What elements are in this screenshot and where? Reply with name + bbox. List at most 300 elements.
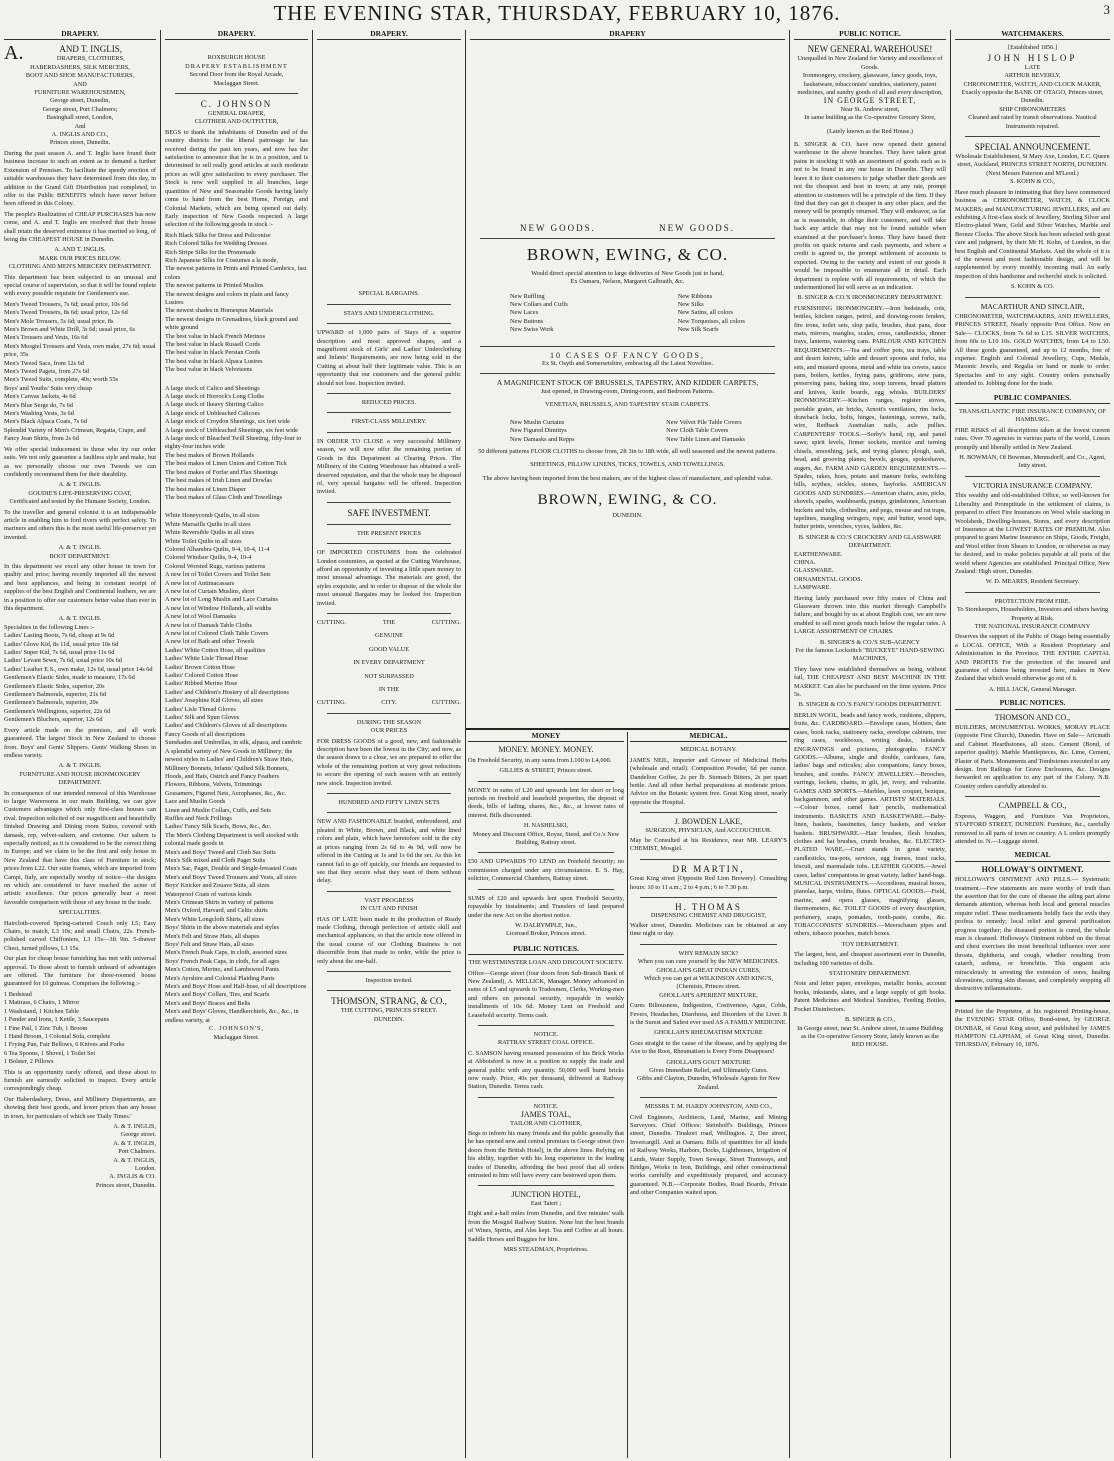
subheading: Specialties in the following Lines :- <box>4 623 95 631</box>
section-heading: FURNITURE AND HOUSE IRONMONGERY DEPARTMENT. <box>19 770 141 787</box>
paragraph: BERLIN WOOL, beads and fancy work, cushions, slippers, fruits, &c. CARDBOARD.—Envelope cases, blotters, date cases, book racks, stationery racks, envelope cabinets, tree ring cases, workboxes, writing desks, inkstands. ENGRAVINGS and pictures, photographs. FANCY GOODS.—Albums, single and double, cardcases, fans, ladies' bags and reticules; also companions, fancy boxes, brushes, and combs. FANCY JEWELLERY.—Brooches, earrings, lockets, chains, in gilt, jet, ivory, and vulcanite. GAMES AND SPORTS.—Marbles, lawn croquet, bezique, backgammon, and other games. ARTISTS' MATERIALS.—Colour boxes, camel hair pencils, mathematical instruments. BASKETS AND BASKETWARE.—Baby-linen, baskets, bassinettes, fancy baskets, and wicker baskets. BRUSHWARE.—Hair brushes, flesh brushes, clothes and hat brushes, crumb brushes, &c. ELECTRO-PLATED WARE.—Cruet stands in great variety, candlesticks, tea-pots, services, egg frames, toast racks, biscuit, and marmalade tubs. LEATHER GOODS.—Jewel cases, ladies' companions in great variety, ladies' hand-bags. MUSICAL INSTRUMENTS.—Accordions, musical boxes, pianolas, harps, violins, flutes. OPTICAL GOODS.—Field, marine, and opera glasses, magnifying glasses, thermometers, &c. TOILET GOODS of every description, perfumery, soaps, pomades, tooth-paste, combs, &c. TOBACCONISTS' SUNDRIES.—Meerschaum pipes and others, tobacco pouches, match boxes. <box>794 711 946 938</box>
carpets: A MAGNIFICENT STOCK OF BRUSSELS, TAPESTRY, AND KIDDER CARPETS, <box>496 378 759 388</box>
paragraph: This is an opportunity rarely offered, and those about to furnish are earnestly solicited to inspect. Every article correspondingly cheap. <box>4 1068 156 1093</box>
goods-item: New Damasks and Repps <box>510 435 575 443</box>
list-item: Rich Stripe Silks for the Promenade <box>165 248 256 256</box>
firm-name: THOMSON AND CO., <box>994 712 1071 722</box>
signature-line: A. & T. INGLIS, <box>113 1122 156 1130</box>
list-item: 1 Washstand, 1 Kitchen Table <box>4 1007 79 1015</box>
section-heading: SPECIALITIES. <box>58 909 102 917</box>
list-item: A large stock of Unbleached Calicoes <box>165 409 260 417</box>
price-item: Ladies' Glove Kid, 8s 11d, usual price 10s 6d <box>4 640 119 648</box>
paragraph: Deserves the support of the Public of Otago being essentially a LOCAL OFFICE, With a Resident Proprietary and Administration in the Province. THE ENTIRE CAPITAL AND PROFITS For the protection of the insured and guarantee of claims being invested here, makes in New Zealand that which would otherwise go out of it. <box>955 633 1110 683</box>
price-item: Boys' and Youths' Suits very cheap <box>4 384 92 392</box>
price-list <box>4 301 156 444</box>
price-item: Men's Washing Vests, 3s 6d <box>4 410 74 418</box>
list-item: 1 Frying Pan, Fair Bellows, 6 Knives and Forks <box>4 1041 125 1049</box>
price-item: Men's Tweed Trousers, 8s 6d; usual price, 12s 6d <box>4 309 128 317</box>
paragraph: Civil Engineers, Architects, Land, Marine, and Mining Surveyors. Chief Offices: Steinhoff's Buildings, Princes street, Dunedin. Tinakori road, Wellington. 2, Dee street, Invercargill. And at Oamaru. Bills of quantities for all kinds of Railway Works, Harbors, Docks, Lighthouses, Irrigation of Lands, Water Supply, Town Sewage, Street Tramways, and Bridges, Works in Iron, Buildings, and other constructional works carefully and expeditiously prepared, and accuracy guaranteed. N.B.—Corporate Bodies, Road Boards, Private and other Companies waited upon. <box>630 1113 787 1197</box>
price-item: Men's Brown and White Drill, 3s 6d; usual price, 6s <box>4 326 135 333</box>
paragraph: SUMS of £20 and upwards lent upon Freehold Security, repayable by instalments; and Transfers of land prepared under the new Act on the shortest notice. <box>468 894 624 919</box>
address: Money and Discount Office, Royse, Steed, and Co.'s New Building, Rattray street. <box>472 830 620 847</box>
section-heading: THE PRESENT PRICES <box>357 529 421 537</box>
section-heading: STAYS AND UNDERCLOTHING. <box>343 309 435 317</box>
paragraph: Begs to inform his many friends and the public generally that he has opened new and central premises in George street (two doors from the British Hotel), in the above lines. Relying on his ability, together with his long experience in the leading trades of Dunedin, affording the best proof that all orders entrusted to him will have every care bestowed upon them. <box>468 1130 624 1180</box>
paragraph: BUILDERS, MONUMENTAL WORKS, MORAY PLACE (opposite First Church), Dunedin. Have on Sale— Aricinath and Cabinet Hearthstones, all sizes. Cement (Bond, of superior quality). Marble Mantlepieces, &c. Lime, Cement, Plaster of Paris. Monuments and Tombstones executed to any design. Iron Railings for Grave Enclosures, &c. Designs forwarded on application to any part of the Colony. N.B. Country orders carefully attended to. <box>955 724 1110 790</box>
section-heading: REDUCED PRICES. <box>361 399 417 407</box>
signature: A. & T. INGLIS. <box>58 615 102 623</box>
description-line: FURNITURE WAREHOUSEMEN, <box>34 89 126 97</box>
price-item: Men's Blue Serge do, 7s 6d <box>4 401 73 409</box>
list-item: 1 Mattrass, 6 Chairs, 1 Mirror <box>4 999 80 1007</box>
imprint: Printed for the Proprietor, at his registered Printing-house, the EVENING STAR Office, Bond-street, by GEORGE DUNBAR, of Great King street, and published by JAMES HAMPTON CLAPHAM, of Great King street, Dunedin. THURSDAY, February 10, 1876. <box>955 1007 1110 1049</box>
list-item: The newest shades in Homespun Materials <box>165 307 273 315</box>
column-heading: DRAPERY. <box>165 30 308 40</box>
list-item: Colored Windsor Quilts, 9-4, 10-4 <box>165 554 252 562</box>
section-heading: DR MARTIN, <box>672 863 745 874</box>
paragraph: This wealthy and old-established Office, so well-known for Liberality and Promptitude in the settlement of claims, is prepared to effect Fire Insurances on Wool while stacking in Woolsheds, Dwelling-houses, Stores, and every description of Insurance at the LOWEST RATES OF PREMIUM. Also prepared to grant Marine Insurance on Ships, Goods, Freight, and Wool either from Shears to London, or otherwise as may be desired, and to make policies payable at all ports of the world where Agencies are established. Principal Office, New Zealand: High street, Dunedin. <box>955 492 1110 575</box>
firm-name: BROWN, EWING, & CO. <box>537 492 718 509</box>
list-item: The best makes of Linen Diaper <box>165 485 246 493</box>
paragraph: Our Haberdashery, Dress, and Millinery Departments, are showing their best goods, and lower prices than any house in town, for particulars of which see 'Daily Times.' <box>4 1095 156 1120</box>
list-item: The newest designs in Grenadines, black ground and white ground <box>165 315 298 332</box>
list-item: 1 Fine Pail, 1 Zinc Tub, 1 Broom <box>4 1024 88 1032</box>
firm-description <box>4 55 156 97</box>
firm-name: A. AND T. INGLIS, <box>4 42 123 65</box>
address-line: A. INGLIS AND CO., <box>51 131 109 139</box>
list-item: Ruffles and Neck Frillings <box>165 814 232 822</box>
list-item: The best makes of Forfar and Flax Sheetings <box>165 468 278 476</box>
paragraph: HOLLOWAY'S OINTMENT AND PILLS.— Systematic treatment.—Few statements are more worthy of truth than the assertion that for the cure of disease the ailing part alone demands attention, whereas both local and general muscles require relief. These medicaments boldly face the evils they profess to remedy; local relief and general purification progress together; the diseased portion is cured, the whole man is cleansed. Holloway's Ointment rubbed on the throat and chest exercises the most beneficial influence over sore throats, diphtheria, and cough, whether resulting from catarrh, asthma, or bronchitis. This unguent acts miraculously in arresting the extension of sores, healing ulcerations, curing skin disease, and completely stopping all destructive inflammations. <box>955 876 1110 993</box>
section-heading: SPECIAL ANNOUNCEMENT. <box>974 142 1091 153</box>
paragraph: B. SINGER & CO. have now opened their general warehouse in the above branches. They have taken great pains in stocking it with an assortment of goods such as is not to be found in any one house in Dunedin. They will leave it to their customers to judge whether their goods are not the cheapest and best in town; at any rate, prompt attention to customers will be a principle of the firm. If they find that they can get it cheaper in any other place, and the money will be promptly returned. They will endeavor, as far as is reasonable, to oblige their customers, and will take back any article that may not be found suitable when examined at the purchaser's home. They have based their profits on quick returns and cash payments, and where a credit is agreed to, the prompt settlement of accounts is expected. Owing to the variety and extent of our goods it would be impossible to enumerate all in detail. Each department is replete with all requirements, of which the undermentioned list will serve as an indication. <box>794 141 946 291</box>
paragraph: MONEY in sums of L20 and upwards lent for short or long periods on freehold and leasehold properties, the deposit of deeds, bills of lading, shares, &c., &c., at lowest rates of interest. Bills discounted. <box>468 786 624 819</box>
list-item: Men's and Boys' Collars, Ties, and Scarfs <box>165 991 270 999</box>
section-heading: WHY REMAIN SICK? <box>678 949 739 957</box>
column-heading: DRAPERY. <box>317 30 461 40</box>
floor-cloths: 50 different patterns FLOOR CLOTHS to choose from, 2ft 3in to 18ft wide, all well seasoned and the newest patterns. <box>478 447 777 455</box>
price-item: Ladies' Leather E.S., own make, 12s 6d, usual price 14s 6d <box>4 665 153 673</box>
list-item: A large stock of Croydon Sheetings, six feet wide <box>165 418 290 426</box>
paragraph: To Storekeepers, Householders, Investors and others having Property at Risk. <box>957 606 1108 622</box>
paragraph: In consequence of our intended removal of this Warehouse to larger Warerooms in our main Building, we can give Customers advantages which only first-class houses can rival. Inspection solicited of our magnificent and beautifully finished Drawing and Dining room Suites, covered with damask, rep, velvet-saltern, and cretonne. Our saltern is especially noticed, as it is considered to be the correct thing in Europe; and we claim to be the first and only house in New Zealand that have this class of Furniture in stock; prices from L22. Our suite frames, which are imported from Campi, Italy, are especially worthy of notice—the designs on which are considered to have reached the acme of artistic excellence. Our prices generally bear a most favorable comparison with those of any house in the trade. <box>4 789 156 906</box>
list-item: The best makes of Brown Hollands <box>165 451 255 459</box>
paragraph: Our plan for cheap house furnishing has met with universal approval. To those about to furnish unheard of advantages are offered. The furniture for three-roomed house guaranteed for 10 guineas. Comprises the following :- <box>4 955 156 988</box>
paragraph: Eight and a-half miles from Dunedin, and five minutes' walk from the Mosgiel Railway Station. None but the best brands of Wines, Spirits, and Ales kept. Tea and Coffee at all hours. Saddle Horses and Buggies for hire. <box>468 1210 624 1243</box>
goods-item: New Ruffling <box>510 292 545 300</box>
column-brown-ewing <box>466 30 789 730</box>
section-heading: HUNDRED AND FIFTY LINEN SETS <box>338 799 440 807</box>
goods-columns <box>470 287 785 341</box>
paragraph: Great King street [Opposite Red Lion Brewery]. Consulting hours: 10 to 11 a.m.; 2 to 4 p.m.; 6 to 7.30 p.m. <box>630 875 787 891</box>
price-item: Ladies' Lasting Boots, 7s 6d, cheap at 9s 6d <box>4 632 115 640</box>
price-item: Gentlemen's Balmorals, superior, 21s 6d <box>4 691 106 699</box>
list-item: Men's Ayrshire and Colonial Plaiding Pants <box>165 974 275 982</box>
list-item: A large stock of Ikeavy Shirting Calico <box>165 401 264 409</box>
list-item: Colored Alhambra Quilts, 9-4, 10-4, 11-4 <box>165 545 270 553</box>
inspection: Inspection invited. <box>365 976 413 984</box>
address-line: Basinghall street, London, <box>46 114 114 122</box>
signature-line: A. INGLIS & CO. <box>109 1173 156 1181</box>
address: Exactly opposite the BANK OF OTAGO, Princes street, Dunedin. <box>961 89 1104 105</box>
paragraph: In this department we excel any other house in town for quality and price; having recently imported all the newest and best appliances, and being in constant receipt of supplies of the best English and Continental leathers, we are in a position to offer our customers better value than ever in this department. <box>4 562 156 612</box>
list-item: A large stock of Bleached Twill Sheeting, fifty-four to eighty-four inches wide <box>165 435 302 451</box>
paragraph: Every article made on the premises, and all work guaranteed. The largest Stock in New Zealand to choose from. Boys' and Gents' Slippers. Gents' Walking Shoes in endless variety. <box>4 726 156 759</box>
column-money <box>468 732 624 1458</box>
section-heading: THE WESTMINSTER LOAN AND DISCOUNT SOCIETY. <box>468 959 624 967</box>
list-item: ORNAMENTAL GOODS. <box>794 575 863 583</box>
subheading: East Taieri ; <box>530 1199 562 1207</box>
section-heading: GHOLLAH'S RHEUMATISM MIXTURE <box>654 1029 763 1037</box>
price-item: Gentlemen's Elastic Sides, superior, 20s <box>4 682 105 690</box>
signature: W. D. MEARES, Resident Secretary. <box>985 578 1080 586</box>
list-item: Ladies' Josephine Kid Gloves, all sizes <box>165 697 264 705</box>
signature: A. & T. INGLIS. <box>58 481 102 489</box>
description-line: AND <box>73 80 87 88</box>
paragraph: FURNISHING IRONMONGERY.—Iron bedsteads, cots, bottles, kitchen ranges, petrol, and drawing-room fenders, fire irons, toilet sets, slop pails, brushes, dust pans, door mats, mirrors, mangles, scales, cross, candlesticks, dinner trays, lanterns, watering cans. PARLOUR AND KITCHEN REQUIREMENTS.—Tea and coffee pots, tea trays, table and desert knives, table and dessert spoons and forks, tea sets, and mustard spoons, metal and white tea covers, sauce pans, boilers, kettles, frying pans, gridirons, stew pans, preserving pans, baking tins, soup tureens, bread platters and knives, knife boards, egg whisks. BUILDERS' IRONMONGERY.—Kitchen ranges, register stoves, portable grates, air bricks, Arnott's ventilators, rim locks, drawback locks, bolts, hinges, fastenings, screws, nails, wire, Redback Australian nails, axle pullies. CARPENTERS' TOOLS.—Sorby's hand, rip, and panel saws; spirit levels, firmer sockets, mortice and turning chisels, smoothing, jack, and trying planes; plough, sash, bead, and grooving planes; bevels, gouges, spokeshaves, augers, &c. FARM AND GARDEN REQUIREMENTS.—Spades, rakes, hoes, potato and manure forks, switching bills, scythes, sickles, stones, hayforks. AMERICAN GOODS AND SUNDRIES.—American chairs, axes, picks, shovels, spades, washboards, pumps, grindstones, American buckets and tubs, clothesline, and pegs, mouse and rat traps, tapelines, mangling wringers, rope, and butter, wood taps, butter prints, wrenches, vyces, ladders, &c. <box>794 304 946 531</box>
list-item: Men's and Boys' Gloves, Handkerchiefs, &c., &c., in endless variety, at <box>165 1008 299 1024</box>
sheetings: SHEETINGS, PILLOW LINENS, TICKS, TOWELS, AND TOWELLINGS. <box>530 461 725 469</box>
every-department: IN EVERY DEPARTMENT <box>353 659 425 667</box>
paragraph: £50 AND UPWARDS TO LEND on Freehold Security; no commission charged under any circumstances. E. S. Hay, solicitor, Commercial Chambers, Rattray street. <box>468 858 624 883</box>
address: Licensed Broker, Princes street. <box>505 930 586 938</box>
list-item: The best value in black Velveteens <box>165 366 253 374</box>
signature: C. JOHNSON'S, <box>208 1025 265 1033</box>
location: Second Door from the Royal Arcade, <box>189 71 284 79</box>
price-item: Men's Trousers and Vests, 16s 6d <box>4 334 88 342</box>
section-heading: MONEY. MONEY. MONEY. <box>498 745 594 755</box>
list-item: Ladies' Lisle Thread Gloves <box>165 705 236 713</box>
paragraph: Wholesale Establishment, St Mary Axe, London, E.C. Queen street, Auckland, PRINCES STREET NORTH, DUNEDIN. (Next Messrs Paterson and M'Leod.) <box>955 153 1110 177</box>
section-heading: B. SINGER & CO.'S FANCY GOODS DEPARTMENT. <box>798 701 942 709</box>
section-heading: CLOTHING AND MEN'S MERCERY DEPARTMENT. <box>8 263 152 271</box>
paragraph: This department has been subjected to an unusual and special course of supervision, so that it will be found replete with every possible requisite for Gentlemen's use. <box>4 273 156 298</box>
street: Near St. Andrew street, <box>840 105 900 113</box>
list-item: Men's Sac, Paget, Double and Single-breasted Coats <box>165 865 297 873</box>
column-johnson <box>161 30 312 1458</box>
section-heading: GOUDIE'S LIFE-PRESERVING COAT, <box>28 489 132 497</box>
establishment: DRAPERY ESTABLISHMENT <box>185 62 288 70</box>
price-item: Men's Black Alpaca Coats, 7s 6d <box>4 418 87 426</box>
paragraph: Cures Biliousness, Indigestion, Costiveness, Ague, Colds, Fevers, Headaches, Diarrhoea, and Disorders of the Liver. It is the Surest and Safest ever used AS A FAMILY MEDICINE. <box>630 1002 787 1026</box>
subheading: Certificated and tested by the Humane Society, London. <box>9 498 151 506</box>
goods-item: New Silks <box>677 301 704 309</box>
cases: 10 CASES OF FANCY GOODS, <box>550 350 705 360</box>
list-item: Men's Oxford, Harvard, and Celtic shirts <box>165 907 268 915</box>
firm-name: S. KOHN & CO., <box>1010 178 1055 186</box>
list-item: Men's French Peak Caps, in cloth, assorted sizes <box>165 949 287 957</box>
list-item: Men's and Boys' Tweed and Cloth Sac Suits <box>165 848 276 856</box>
list-item: GLASSWARE. <box>794 567 834 575</box>
column-medical <box>630 732 787 1458</box>
signature-line: A. & T. INGLIS, <box>113 1139 156 1147</box>
address-line: George street, Dunedin, <box>49 97 111 105</box>
list-item: 6 Tea Spoons, 1 Shovel, 1 Toilet Set <box>4 1049 96 1057</box>
section-heading: RATTRAY STREET COAL OFFICE. <box>497 1039 595 1047</box>
paragraph: The people's Realization of CHEAP PURCHASES has now come, and A. and T. Inglis are resolved that their house shall retain the deserved eminence it has merited so long, of being the CHEAPEST HOUSE in Dunedin. <box>4 210 156 243</box>
section-heading: DURING THE SEASON <box>356 718 422 726</box>
goods-item: New Table Linen and Damasks <box>666 435 745 443</box>
firm-name: CAMPBELL & CO., <box>998 801 1067 811</box>
description-line: HABERDASHERS, SILK MERCERS, <box>30 63 130 71</box>
list-item: White Honeycomb Quilts, in all sizes <box>165 512 260 520</box>
list-item: A new lot of Window Hollands, all widths <box>165 604 272 612</box>
list-item: Rich Japanese Silks for Costumes a la mode, <box>165 256 278 264</box>
goods-item: New Figured Dimittys <box>510 427 567 435</box>
cases-sub: Ex St. Osyth and Somersetshire, embracing all the Latest Novelties. <box>541 360 714 368</box>
goods-item: New Swiss Work <box>510 326 554 334</box>
paragraph: C. SAMSON having resumed possession of his Brick Works at Abbotsford is now in a position to supply the trade and general public with any quantity. 50,000 well burnt bricks now ready. Price, 40s per thousand, delivered at Railway Station, Dunedin. Terms cash. <box>468 1049 624 1091</box>
city-row: CUTTING. CITY. CUTTING. <box>317 699 461 707</box>
paragraph: CHRONOMETER, WATCHMAKERS, AND JEWELLERS, PRINCES STREET, Nearly opposite Post Office. Now on Sale— CLOCKS, from 7s 6d to L15. SILVER WATCHES, from 60s to L10 10s. GOLD WATCHES, from L4 to L50. All these goods guaranteed, and up to 12 months, free of expense. English and Colonial Jewellery, Cups, Medals, Masonic Jewels, and Regalia on hand or made to order. Spectacles and to any sight. Country orders punctually attended to. Jobbing done for the trade. <box>955 312 1110 388</box>
column-heading: DRAPERY <box>470 30 785 40</box>
goods-list <box>165 385 308 503</box>
drop-cap: A. <box>4 42 24 65</box>
street: THE CUTTING, PRINCES STREET. <box>340 1007 438 1015</box>
section-heading: GHOLLAH'S APERIENT MIXTURE, <box>659 991 758 999</box>
list-item: The newest designs and colors in plain and fancy Lustres <box>165 290 289 306</box>
list-item: A new lot of Colored Cloth Table Covers <box>165 630 269 637</box>
town: DUNEDIN. <box>373 1015 405 1023</box>
subheading: For the famous Lockstitch "BUCKEYE" HAND-SEWING MACHINES, <box>795 647 945 663</box>
subheading: TAILOR AND CLOTHIER, <box>510 1119 582 1127</box>
section-heading: PROTECTION FROM FIRE. <box>994 597 1071 605</box>
list-item: A large stock of Horrock's Long Cloths <box>165 393 264 401</box>
not-surpassed: NOT SURPASSED <box>364 672 414 680</box>
list-item: Men's and Boys' Braces and Belts <box>165 999 251 1007</box>
signature: H. NASHELSKI, <box>523 822 569 830</box>
signature: GILLIES & STREET, Princes street. <box>499 767 593 775</box>
column-heading: PUBLIC COMPANIES. <box>955 394 1110 404</box>
list-item: Boys' Knicker and Zouave Suits, all sizes <box>165 882 270 890</box>
price-item: Men's Tweed Trousers, 7s 6d; usual price, 10s 6d <box>4 300 128 308</box>
list-item: The best value in black French Merinos <box>165 332 266 340</box>
furniture-list <box>4 991 156 1067</box>
paragraph: We offer special inducement to those who try our order suits. We not only guarantee a faultless style and make, but as we personally choose our own Tweeds we can confidently recommend them for their durability. <box>4 445 156 478</box>
section-heading: VICTORIA INSURANCE COMPANY. <box>972 480 1093 490</box>
column-heading: DRAPERY. <box>4 30 156 40</box>
title: CLOTHIER AND OUTFITTER, <box>194 118 279 126</box>
address: In George street, near St. Andrew street, in same Building as the Co-operative Grocery Store, lately known as the RED HOUSE. <box>797 1024 943 1049</box>
price-item: Men's Tweed Suits, complete, 40s; worth 55s <box>4 376 118 384</box>
list-item: Ladies' Silk and Spun Gloves <box>165 714 240 722</box>
goods-item: New Velvet Pile Table Covers <box>666 418 742 426</box>
paragraph: Ironmongery, crockery, glassware, fancy goods, toys, basketware, tobacconists' sundries, stationery, patent medicines, and sundry goods of all and every description, <box>797 72 943 97</box>
price-item: Gentlemen's Wellingtons, superior, 22s 6d <box>4 707 111 715</box>
good-value: GOOD VALUE <box>368 645 410 653</box>
paragraph: The largest, best, and cheapest assortment ever in Dunedin, including 100 varieties of dolls. <box>794 951 946 967</box>
paragraph: May be Consulted at his Residence, near MR. LEARY'S CHEMIST, Mosgiel. <box>630 837 787 853</box>
late: LATE <box>1024 63 1041 71</box>
section-heading: HOLLOWAY'S OINTMENT. <box>981 864 1084 874</box>
paragraph: Having lately purchased over fifty crates of China and Glassware thrown into this market through Campbell's failure, and bought by us at about English cost, we are now enabled to sell most goods much below the regular rates. A LARGE ASSORTMENT OF CHAIRS. <box>794 594 946 636</box>
column-rule <box>627 732 628 1458</box>
section-heading: STATIONERY DEPARTMENT. <box>829 970 911 978</box>
list-item: The best value in black Alpaca Lustres <box>165 357 263 365</box>
paragraph: Cleaned and rated by transit observations. Nautical Instruments repaired. <box>968 114 1097 130</box>
ships: Ex Oamaru, Nelson, Margaret Galbraith, &c. <box>570 278 685 286</box>
list-item: A new lot of Wool Damasks <box>165 613 236 621</box>
crockery-list <box>794 551 946 593</box>
column-heading: PUBLIC NOTICE. <box>794 30 946 40</box>
paragraph: Walker street, Dunedin. Medicines can be obtained at any time night or day. <box>630 921 787 938</box>
section-heading: NOTICE. <box>533 1102 559 1110</box>
list-item: 1 Bolster, 2 Pillows <box>4 1058 54 1066</box>
list-item: Ladies' and Children's Gloves of all descriptions <box>165 722 287 730</box>
price-item: Men's Tweed Pagets, from 27s 6d <box>4 368 89 376</box>
list-item: Ladies' White Lisle Thread Hose <box>165 655 248 663</box>
paragraph: Express, Waggon, and Furniture Van Proprietors, STAFFORD STREET, DUNEDIN. Furniture, &c., carefully removed to all parts of town or country. A L orders promptly attended to. N.—Luggage stored. <box>955 812 1110 845</box>
trade: CHRONOMETER, WATCH, AND CLOCK MAKER, <box>963 80 1102 88</box>
list-item: White Reversible Quilts in all sizes <box>165 529 255 537</box>
list-item: Ladies' Colored Cotton Hose <box>165 672 239 680</box>
in-the: IN THE <box>378 686 400 693</box>
page-mark: 3 <box>1103 2 1110 17</box>
list-item: Ladies' Brown Cotton Hose <box>165 663 235 671</box>
closing-signatures <box>4 1123 156 1190</box>
signature: W. DALRYMPLE, Jun., <box>515 921 577 929</box>
firm-name: BROWN, EWING, & CO. <box>526 244 729 264</box>
signature: B. SINGER & CO., <box>844 1016 896 1024</box>
paragraph: UPWARD of 1,000 pairs of Stays of a superior description and most approved shapes, and a magnificent stock of Girls' and Ladies' Underclothing and Infants' Requirements, are now being sold in the Cutting at about half their legitimate value. This is an opportunity that our customers and the general public should not lose. Inspection invited. <box>317 329 461 387</box>
paragraph: Which you can get at WILKINSON AND KING'S, (Chemists, Princes street. <box>643 974 774 991</box>
list-item: 1 Hand Broom, 1 Colonial Sofa, complete <box>4 1032 111 1040</box>
list-item: CHINA. <box>794 558 816 566</box>
title: GENERAL DRAPER, <box>207 110 266 118</box>
paragraph: Office—George street (four doors from Sub-Branch Bank of New Zealand), A. MELLICK, Manager. Money advanced in sums of L5 and upwards to Tradesmen, Clerks, Working-men and others on personal security, repayable in weekly installments of 10s 6d. Money Lent on Freehold and Leasehold security. Terms cash. <box>468 969 624 1019</box>
list-item: A new lot of Long Muslin and Lace Curtains <box>165 596 278 604</box>
town: DUNEDIN. <box>612 512 643 520</box>
firm-addresses <box>4 97 156 147</box>
house-name: ROXBURGH HOUSE <box>207 54 266 62</box>
address-line: Princes street, Dunedin. <box>49 139 111 147</box>
masthead: THE EVENING STAR, THURSDAY, FEBRUARY 10, 1876. <box>273 1 841 25</box>
list-item: Boys' Felt and Straw Hats, all sizes <box>165 941 254 949</box>
firm-name: MACARTHUR AND SINCLAIR, <box>980 301 1085 311</box>
street: Maclaggan Street. <box>213 1033 260 1041</box>
list-item: Boys' French Peak Caps, in cloth, for all ages <box>165 957 280 965</box>
list-item: A new lot of Curtain Muslins, short <box>165 587 255 595</box>
location: In same building as the Co-operative Grocery Store, <box>804 114 936 122</box>
price-item: Ladies' Super Kid, 7s 6d, usual price 11s 6d <box>4 649 115 657</box>
list-item: Rich Colored Silks for Wedding Dresses <box>165 240 268 248</box>
paragraph: Note and letter paper, envelopes, metallic books, account books, inkstands, slates, and a large supply of gift books. Patent Medicines and Medical Sundries, Feeding Bottles, Pocket Disinfectors. <box>794 980 946 1013</box>
subheading: Unequalled in New Zealand for Variety and excellence of Goods. <box>797 55 943 71</box>
section-heading: H. THOMAS <box>675 902 742 913</box>
section-heading: THE NATIONAL INSURANCE COMPANY <box>974 622 1091 630</box>
established: [Established 1856.] <box>1008 44 1057 52</box>
price-item: Men's Canvas Jackets, 4s 6d <box>4 393 76 401</box>
paragraph: NEW AND FASHIONABLE braided, embroidered, and pleated in White, Brown, and Black, and white lined colors and plain, which have heretofore sold in the city at prices ranging from 2s 6d to 4s 9d, will now be offered in the Cutting at 1s and 1s 6d the set. As this lot cannot fail to go off quickly, our friends are requested to see that they secure what they want of them without delay. <box>317 818 461 885</box>
column-singer <box>790 30 950 1458</box>
section-heading: SPECIAL BARGAINS. <box>358 290 420 298</box>
address-line: George street, Port Chalmers; <box>42 105 118 113</box>
list-item: Waterproof Coats of various kinds <box>165 890 252 898</box>
column-heading: PUBLIC NOTICES. <box>955 699 1110 709</box>
paragraph: FOR DRESS GOODS of a good, new, and fashionable description have been the lowest in the City; and now, as the season draws to a close, we are prepared to offer the whole of the remaining portion at very great reductions to secure the opening of each season with an entirely new stock. Inspection invited. <box>317 737 461 787</box>
section-heading: GHOLLAH'S GOUT MIXTURE <box>666 1058 751 1066</box>
paragraph: On Freehold Security, in any sums from L100 to L4,000. <box>468 756 612 764</box>
section-heading: MEDICAL BOTANY. <box>680 746 737 754</box>
price-item: Men's Tweed Sacs, from 12s 6d <box>4 359 84 367</box>
section-heading: JAMES TOAL, <box>520 1110 572 1120</box>
list-item: Linen and Muslin Collars, Cuffs, and Sets <box>165 806 271 814</box>
column-heading: MONEY <box>468 732 624 742</box>
paragraph: OF IMPORTED COSTUMES from the celebrated London costumiers, as quoted at the Cutting Warehouse, afford an opportunity of investing a little spare money to most unusual advantage. The materials are good, the styles exquisite, and in order to dispose of the whole the most unusual Bargains may be looked for. Inspection invited. <box>317 549 461 607</box>
section-heading: B. SINGER & CO.'S IRONMONGERY DEPARTMENT. <box>797 294 943 302</box>
list-item: Ladies' Ribbed Merino Hose <box>165 680 238 688</box>
section-heading: MESSRS T. M. HARDY JOHNSTON, AND CO., <box>645 1103 772 1111</box>
list-item: Men's White Longcloth Shirts, all sizes <box>165 915 264 923</box>
list-item: Ladies' and Children's Hosiery of all descriptions <box>165 688 289 696</box>
section-heading: JUNCTION HOTEL, <box>511 1190 581 1200</box>
goods-columns <box>470 415 785 448</box>
goods-item: New Cloth Table Covers <box>666 427 729 435</box>
list-item: Fancy Goods of all descriptions <box>165 730 246 738</box>
carpets-sub: Just opened, in Drawing-room, Dining-room, and Bedroom Patterns. <box>540 387 715 395</box>
section-heading: TOY DEPARTMENT. <box>841 940 899 948</box>
signature: H. BOWMAN, Of Bowman, Mennsdorff, and Co., Agent, Jetty street. <box>959 454 1106 470</box>
list-item: Men's and Boys' Hose and Half-hose, of all descriptions <box>165 983 307 991</box>
paragraph: To the traveller and general colonist it is an indispensable article in enabling him to ford rivers with perfect safety. To mariners and others this is the most useful life-preserver yet invented. <box>4 508 156 541</box>
section-heading: SHIP CHRONOMETERS <box>999 105 1066 113</box>
venetian: VENETIAN, BRUSSELS, AND TAPESTRY STAIR CARPETS. <box>545 401 710 409</box>
list-item: Gossamers, Figured Nets, Aerophanes, &c., &c. <box>165 789 287 797</box>
price-item: Men's Mole Trousers, 5s 6d; usual price, 8s <box>4 317 114 325</box>
description-line: DRAPERS, CLOTHIERS, <box>56 55 125 63</box>
price-item: Gentlemen's Bluchers, superior, 12s 6d <box>4 716 103 724</box>
signature: A. HILL JACK, General Manager. <box>988 685 1077 693</box>
list-item: The best makes of Linen Union and Cotton Tick <box>165 460 287 468</box>
section-heading: NEW GENERAL WAREHOUSE! <box>807 44 933 55</box>
list-item: Flowers, Ribbons, Velvets, Trimmings <box>165 781 262 789</box>
description-line: BOOT AND SHOE MANUFACTURERS, <box>25 72 135 80</box>
list-item: A splendid variety of New Goods in Millinery; the newest styles in Ladies' and Children's Straw Hats, Millinery Bonnets, Infants' Quilted Silk Bonnets, Hoods, and Hats, Ostrich and Fancy Feathers <box>165 747 294 780</box>
section-heading: SAFE INVESTMENT. <box>347 507 431 518</box>
price-item: Gentlemen's Balmorals, superior, 20s <box>4 699 99 707</box>
section-heading: FIRST-CLASS MILLINERY. <box>351 418 427 426</box>
section-heading: VAST PROGRESS <box>364 896 414 904</box>
paragraph: BEGS to thank the inhabitants of Dunedin and of the country districts for the liberal patronage he has received during the past ten years, and now has the satisfaction to announce that he is in a position, and is determined to sell really good articles at such moderate prices as will give satisfaction to every purchaser. The Stock is now well supplied in all branches, large quantities of New and Seasonable Goods having lately come to hand from the best Home, Foreign, and Colonial Markets, which are being opened out daily. Early inspection of New Goods respected. A large selection of the following goods in stock :- <box>165 128 308 229</box>
list-item: Rich Black Silks for Dress and Policonise <box>165 231 271 239</box>
paragraph: IN ORDER TO CLOSE a very successful Millinery season, we will now offer the remaining portion of Goods in this Department at Clearing Prices. The Millinery of the Cutting Warehouse has obtained a well-deserved reputation, and that the whole may be disposed of, very special bargains will be offered. Inspection invited. <box>317 437 461 496</box>
list-item: A new lot of Toilet Covers and Toilet Sets <box>165 571 271 579</box>
signature: S. KOHN & CO. <box>1010 283 1055 291</box>
list-item: White Marsaills Quilts in all sizes <box>165 520 251 528</box>
list-item: A large stock of Calico and Sheetings <box>165 384 260 392</box>
list-item: Men's Cotton, Merino, and Lambswool Pants <box>165 966 280 974</box>
section-heading: NOTICE. <box>533 1030 559 1038</box>
goods-item: New Laces <box>510 309 539 317</box>
paragraph: FIRE RISKS of all descriptions taken at the lowest current rates. Over 70 agencies in various parts of the world, Losses promptly and liberally settled in New Zealand. <box>955 426 1110 451</box>
goods-item: New Ribbons <box>677 292 713 300</box>
signature: A. & T. INGLIS. <box>58 544 102 552</box>
section-heading: OUR PRICES <box>370 727 408 735</box>
signature: A. AND T. INGLIS. <box>54 246 106 254</box>
note: The above having been imported from the best makers, are of the highest class of manufacture, and splendid value. <box>482 474 773 482</box>
column-heading: MEDICAL <box>955 851 1110 861</box>
price-item: Gentlemen's Elastic Sides, made to measure, 17s 6d <box>4 674 135 682</box>
list-item: 1 Fender and Irons, 1 Kettle, 3 Saucepans <box>4 1016 110 1024</box>
list-item: The newest patterns in Printed Muslins <box>165 282 264 290</box>
section-heading: B. SINGER & CO.'S CROCKERY AND GLASSWARE DEPARTMENT. <box>798 533 942 550</box>
signature-line: London. <box>134 1165 156 1172</box>
column-heading: PUBLIC NOTICES. <box>468 945 624 955</box>
signature: Gibbs and Clayton, Dunedin, Wholesale Agents for New Zealand. <box>636 1075 781 1091</box>
list-item: Sunshades and Umbrellas, in silk, alpaca, and cambric <box>165 739 303 747</box>
list-item: Colored Worsted Rugs, various patterns <box>165 562 266 570</box>
list-item: Men's Felt and Straw Hats, all shapes <box>165 932 260 940</box>
